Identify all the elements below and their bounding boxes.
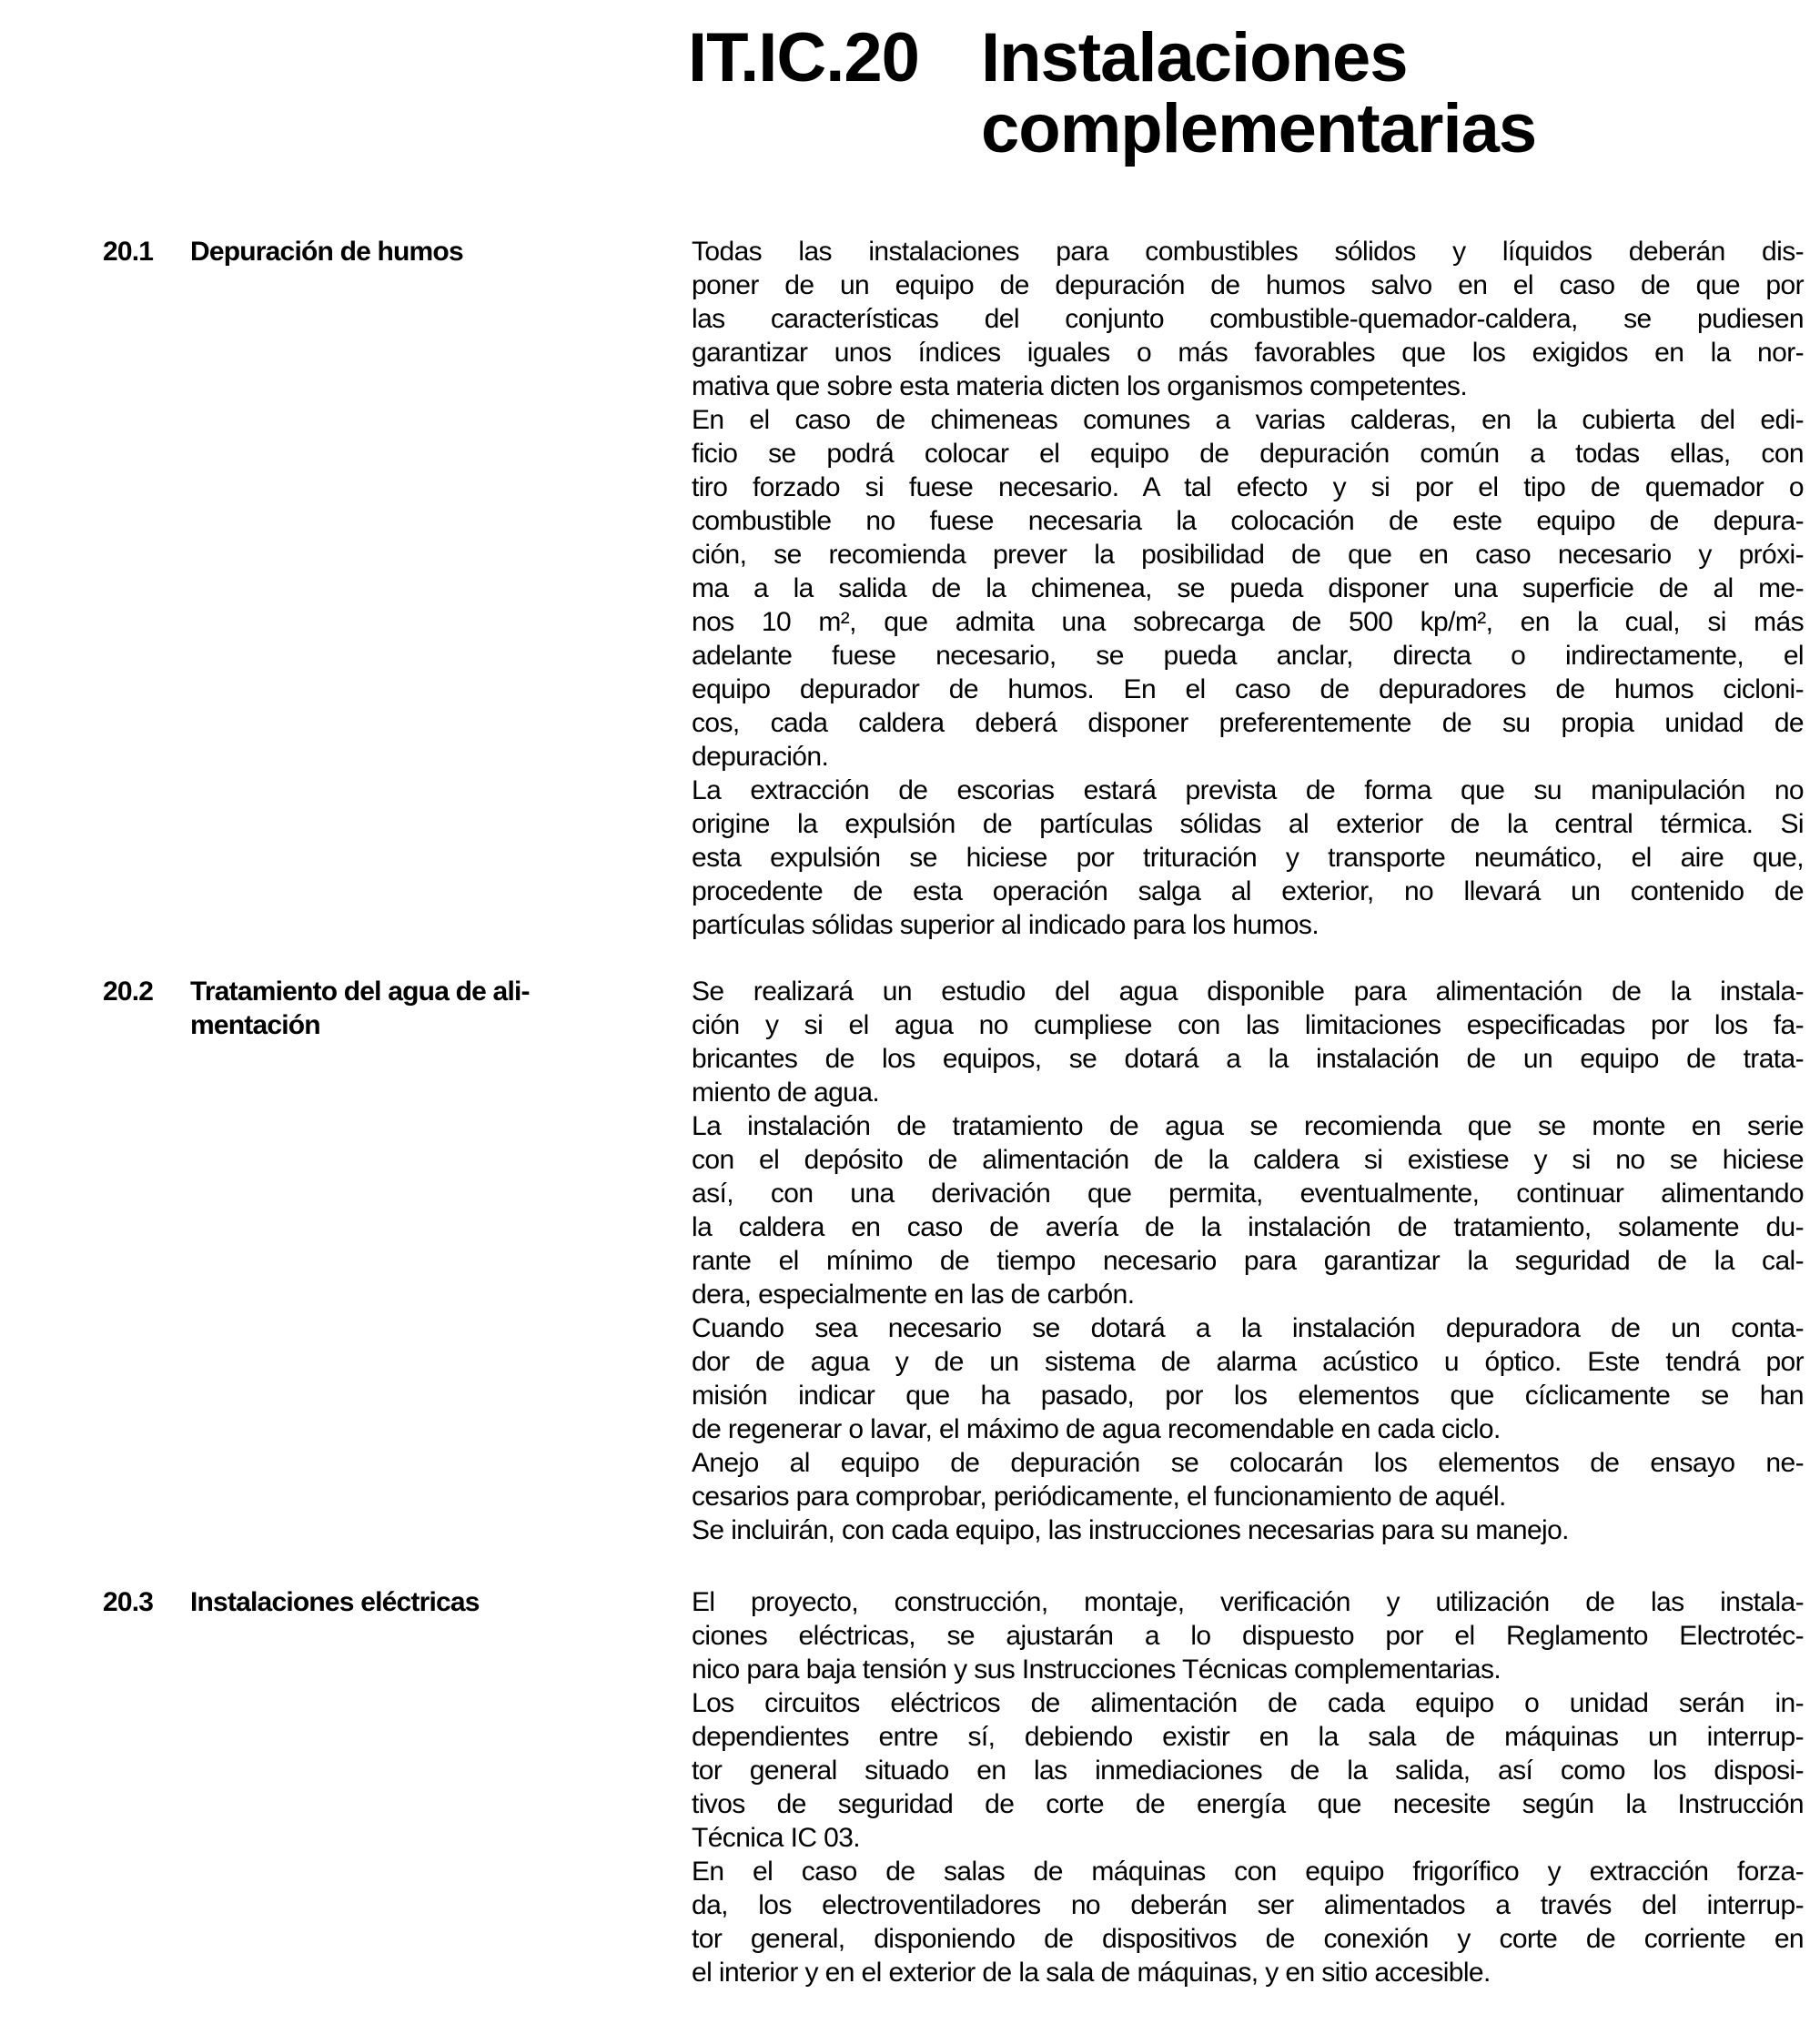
text-line: con el depósito de alimentación de la caldera si existiese y si no se hiciese: [692, 1145, 1804, 1175]
text-line: La extracción de escorias estará prevista de forma que su manipulación no: [692, 775, 1804, 805]
text-line: adelante fuese necesario, se pueda anclar, directa o indirectamente, el: [692, 641, 1804, 671]
paragraph: [692, 1585, 1804, 1686]
text-line: tivos de seguridad de corte de energía que necesite según la Instrucción: [692, 1789, 1804, 1819]
text-line: cesarios para comprobar, periódicamente, el funcionamiento de aquél.: [692, 1482, 1506, 1512]
text-line: de regenerar o lavar, el máximo de agua recomendable en cada ciclo.: [692, 1414, 1501, 1444]
text-line: Se incluirán, con cada equipo, las instrucciones necesarias para su manejo.: [692, 1515, 1569, 1545]
text-line: nico para baja tensión y sus Instrucciones Técnicas complementarias.: [692, 1655, 1502, 1685]
text-line: Técnica IC 03.: [692, 1823, 861, 1853]
text-line: mativa que sobre esta materia dicten los organismos competentes.: [692, 371, 1468, 401]
section-number: 20.1: [103, 237, 154, 267]
text-line: dor de agua y de un sistema de alarma acústico u óptico. Este tendrá por: [692, 1347, 1804, 1377]
section-heading: [103, 1585, 612, 1619]
text-line: miento de agua.: [692, 1078, 880, 1108]
section-heading: [103, 975, 612, 1042]
paragraph: [692, 975, 1804, 1109]
text-line: tor general situado en las inmediaciones de la salida, así como los disposi-: [692, 1756, 1804, 1786]
text-line: tiro forzado si fuese necesario. A tal efecto y si por el tipo de quemador o: [692, 472, 1804, 502]
text-line: Cuando sea necesario se dotará a la instalación depuradora de un conta-: [692, 1313, 1804, 1343]
text-line: origine la expulsión de partículas sólidas al exterior de la central térmica. Si: [692, 809, 1804, 839]
text-line: partículas sólidas superior al indicado para los humos.: [692, 910, 1320, 940]
text-line: ción y si el agua no cumpliese con las limitaciones especificadas por los fa-: [692, 1010, 1804, 1040]
text-line: así, con una derivación que permita, eventualmente, continuar alimentando: [692, 1179, 1804, 1209]
paragraph: [692, 1513, 1804, 1547]
text-line: En el caso de salas de máquinas con equipo frigorífico y extracción forza-: [692, 1857, 1804, 1887]
paragraph: [692, 1109, 1804, 1311]
section-heading: [103, 235, 612, 268]
text-line: el interior y en el exterior de la sala de máquinas, y en sitio accesible.: [692, 1958, 1491, 1988]
section-title-line: mentación: [190, 1010, 320, 1040]
text-line: equipo depurador de humos. En el caso de depuradores de humos cicloni-: [692, 674, 1804, 704]
paragraph: [692, 1446, 1804, 1513]
text-line: nos 10 m², que admita una sobrecarga de 500 kp/m², en la cual, si más: [692, 607, 1804, 637]
text-line: las características del conjunto combustible-quemador-caldera, se pudiesen: [692, 304, 1804, 334]
text-line: poner de un equipo de depuración de humos salvo en el caso de que por: [692, 270, 1804, 300]
paragraph: [692, 403, 1804, 774]
text-line: tor general, disponiendo de dispositivos de conexión y corte de corriente en: [692, 1924, 1804, 1954]
text-line: garantizar unos índices iguales o más favorables que los exigidos en la nor-: [692, 338, 1804, 368]
section-body: [692, 1585, 1804, 1989]
text-line: Anejo al equipo de depuración se colocarán los elementos de ensayo ne-: [692, 1448, 1804, 1478]
document-code: IT.IC.20: [688, 19, 919, 96]
text-line: bricantes de los equipos, se dotará a la instalación de un equipo de trata-: [692, 1044, 1804, 1074]
section-title-line: Depuración de humos: [190, 237, 463, 267]
text-line: da, los electroventiladores no deberán ser alimentados a través del interrup-: [692, 1890, 1804, 1920]
text-line: dera, especialmente en las de carbón.: [692, 1280, 1135, 1310]
section-title: [190, 235, 609, 268]
text-line: ficio se podrá colocar el equipo de depuración común a todas ellas, con: [692, 439, 1804, 469]
section-title: [190, 1585, 609, 1619]
text-line: Los circuitos eléctricos de alimentación de cada equipo o unidad serán in-: [692, 1688, 1804, 1718]
section-number: 20.3: [103, 1587, 154, 1617]
text-line: esta expulsión se hiciese por trituración y transporte neumático, el aire que,: [692, 843, 1804, 873]
paragraph: [692, 1855, 1804, 1989]
text-line: ción, se recomienda prever la posibilidad de que en caso necesario y próxi-: [692, 540, 1804, 570]
text-line: ciones eléctricas, se ajustarán a lo dispuesto por el Reglamento Electrotéc-: [692, 1621, 1804, 1651]
document-title-line-2: complementarias: [981, 90, 1537, 167]
text-line: procedente de esta operación salga al exterior, no llevará un contenido de: [692, 876, 1804, 906]
document-title-line-1: Instalaciones: [981, 19, 1408, 96]
text-line: Se realizará un estudio del agua disponible para alimentación de la instala-: [692, 977, 1804, 1007]
section-number: 20.2: [103, 977, 154, 1007]
text-line: misión indicar que ha pasado, por los elementos que cíclicamente se han: [692, 1381, 1804, 1411]
text-line: la caldera en caso de avería de la instalación de tratamiento, solamente du-: [692, 1212, 1804, 1242]
text-line: El proyecto, construcción, montaje, verificación y utilización de las instala-: [692, 1587, 1804, 1617]
section-title-line: Instalaciones eléctricas: [190, 1587, 480, 1617]
text-line: depuración.: [692, 742, 829, 772]
section-body: [692, 975, 1804, 1547]
text-line: ma a la salida de la chimenea, se pueda disponer una superficie de al me-: [692, 573, 1804, 603]
text-line: cos, cada caldera deberá disponer preferentemente de su propia unidad de: [692, 708, 1804, 738]
paragraph: [692, 1311, 1804, 1446]
text-line: En el caso de chimeneas comunes a varias calderas, en la cubierta del edi-: [692, 405, 1804, 435]
paragraph: [692, 1686, 1804, 1855]
text-line: La instalación de tratamiento de agua se recomienda que se monte en serie: [692, 1111, 1804, 1141]
text-line: combustible no fuese necesaria la colocación de este equipo de depura-: [692, 506, 1804, 536]
section-title: [190, 975, 609, 1042]
section-title-line: Tratamiento del agua de ali-: [190, 977, 530, 1007]
paragraph: [692, 774, 1804, 942]
paragraph: [692, 235, 1804, 403]
text-line: Todas las instalaciones para combustibles sólidos y líquidos deberán dis-: [692, 237, 1804, 267]
section-body: [692, 235, 1804, 942]
text-line: dependientes entre sí, debiendo existir en la sala de máquinas un interrup-: [692, 1722, 1804, 1752]
text-line: rante el mínimo de tiempo necesario para garantizar la seguridad de la cal-: [692, 1246, 1804, 1276]
